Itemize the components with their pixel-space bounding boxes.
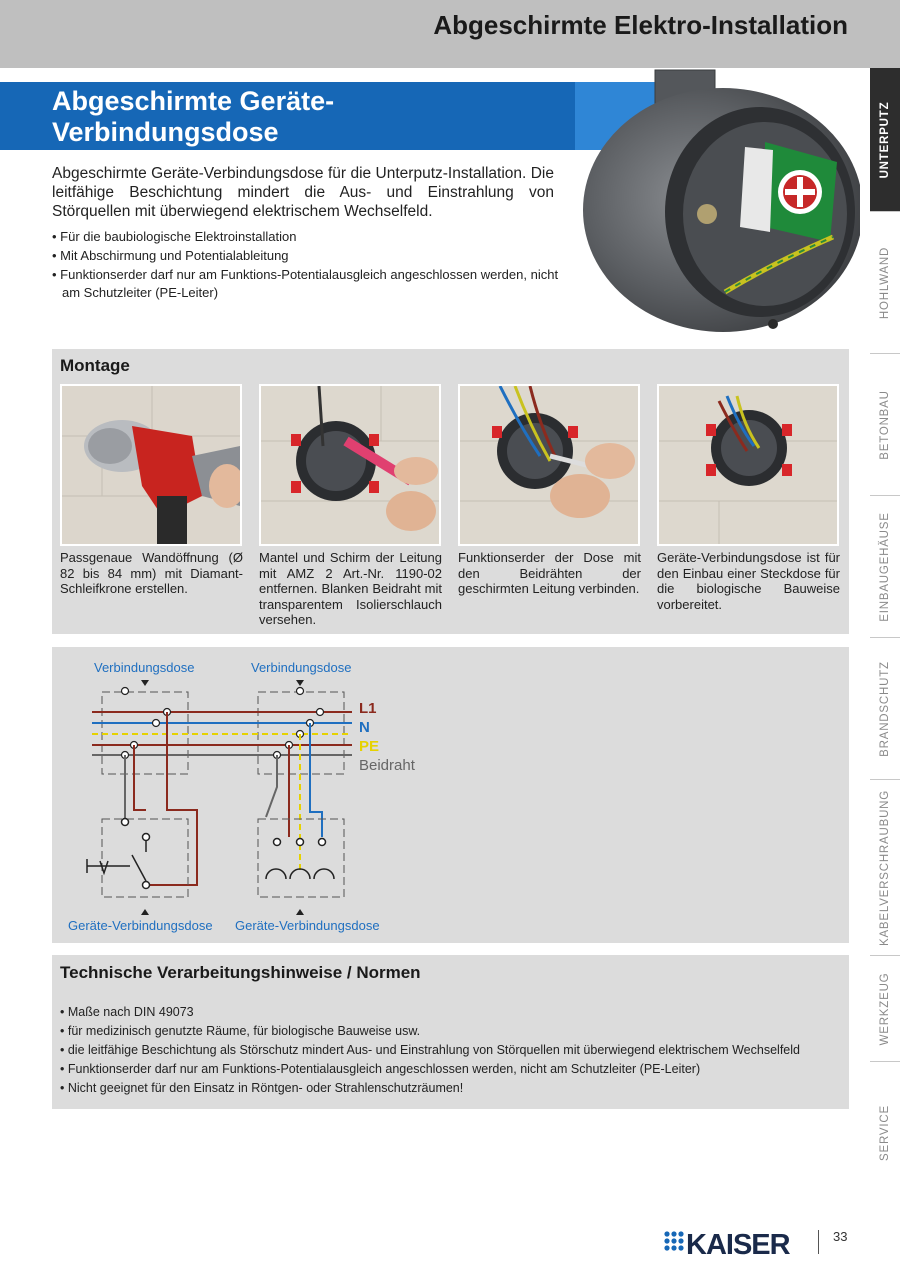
page-number: 33 bbox=[833, 1229, 848, 1244]
technik-item: • Nicht geeignet für den Einsatz in Röntgen- oder Strahlenschutzräumen! bbox=[60, 1079, 850, 1098]
kaiser-logo bbox=[663, 1228, 803, 1258]
feature-item: • Funktionserder darf nur am Funktions-Potentialausgleich angeschlossen werden, nicht am Schutzleiter (PE-Leiter) bbox=[52, 266, 562, 301]
sidebar-item-label: BRANDSCHUTZ bbox=[879, 660, 891, 757]
top-label-left: Verbindungsdose bbox=[94, 660, 195, 675]
technik-item: • für medizinisch genutzte Räume, für biologische Bauweise usw. bbox=[60, 1022, 850, 1041]
sidebar-item-hohlwand[interactable] bbox=[870, 211, 900, 353]
step-photo-3 bbox=[458, 384, 640, 546]
sidebar-item-label: BETONBAU bbox=[879, 389, 891, 460]
sidebar-item-kabelverschraubung[interactable] bbox=[870, 779, 900, 955]
arrow-up-icon bbox=[296, 909, 304, 915]
bottom-label-left: Geräte-Verbindungsdose bbox=[68, 918, 213, 933]
page-title-line1: Abgeschirmte Geräte- bbox=[52, 86, 335, 116]
step-photo-1 bbox=[60, 384, 242, 546]
arrow-down-icon bbox=[296, 680, 304, 686]
technik-item: • Maße nach DIN 49073 bbox=[60, 1003, 850, 1022]
intro-text: Abgeschirmte Geräte-Verbindungsdose für die Unterputz-Installation. Die leitfähige Beschichtung mindert die Aus- und Einstrahlung von Störquellen mit überwiegend elektrischem Wechselfeld. bbox=[52, 165, 554, 220]
montage-panel bbox=[52, 349, 849, 634]
sidebar-item-betonbau[interactable] bbox=[870, 353, 900, 495]
product-image bbox=[575, 62, 860, 340]
wiring-diagram-panel bbox=[52, 647, 849, 943]
sidebar-item-label: WERKZEUG bbox=[879, 972, 891, 1045]
technik-panel bbox=[52, 955, 849, 1109]
sidebar-item-label: SERVICE bbox=[879, 1104, 891, 1161]
technik-heading: Technische Verarbeitungshinweise / Normen bbox=[60, 963, 421, 982]
sidebar-item-label: UNTERPUTZ bbox=[879, 101, 891, 178]
feature-item: • Mit Abschirmung und Potentialableitung bbox=[52, 247, 562, 265]
sidebar-item-service[interactable] bbox=[870, 1061, 900, 1203]
montage-heading: Montage bbox=[60, 356, 130, 375]
step-photo-4 bbox=[657, 384, 839, 546]
arrow-up-icon bbox=[141, 909, 149, 915]
sidebar-item-einbaugehaeuse[interactable] bbox=[870, 495, 900, 637]
legend-beidraht: Beidraht bbox=[359, 757, 415, 774]
top-label-right: Verbindungsdose bbox=[251, 660, 352, 675]
header-tab bbox=[870, 0, 900, 68]
sidebar-item-label: HOHLWAND bbox=[879, 246, 891, 319]
step-text-4: Geräte-Verbindungsdose ist für den Einbau einer Steckdose für die biologische Bauweise vorbereitet. bbox=[657, 550, 840, 612]
feature-list bbox=[52, 228, 562, 303]
step-text-2: Mantel und Schirm der Leitung mit AMZ 2 Art.-Nr. 1190-02 entfernen. Blanken Beidraht mit transparentem Isolierschlauch versehen. bbox=[259, 550, 442, 627]
sidebar-item-werkzeug[interactable] bbox=[870, 955, 900, 1061]
technik-item: • Funktionserder darf nur am Funktions-Potentialausgleich angeschlossen werden, nicht am Schutzleiter (PE-Leiter) bbox=[60, 1060, 850, 1079]
sidebar-item-brandschutz[interactable] bbox=[870, 637, 900, 779]
arrow-down-icon bbox=[141, 680, 149, 686]
feature-item: • Für die baubiologische Elektroinstallation bbox=[52, 228, 562, 246]
legend-l1: L1 bbox=[359, 700, 377, 717]
footer-divider bbox=[818, 1230, 819, 1254]
step-text-3: Funktionserder der Dose mit den Beidrähten der geschirmten Leitung verbinden. bbox=[458, 550, 641, 596]
legend-pe: PE bbox=[359, 738, 380, 755]
sidebar-item-label: EINBAUGEHÄUSE bbox=[879, 511, 891, 622]
technik-list bbox=[60, 1003, 850, 1098]
switch-icon bbox=[87, 819, 150, 889]
brand-name: KAISER bbox=[686, 1229, 790, 1258]
wiring-diagram bbox=[52, 647, 849, 943]
page-title bbox=[52, 86, 552, 148]
header-bar bbox=[0, 0, 870, 68]
step-text-1: Passgenaue Wandöffnung (Ø 82 bis 84 mm) mit Diamant-Schleifkrone erstellen. bbox=[60, 550, 243, 596]
page-title-line2: Verbindungsdose bbox=[52, 117, 279, 147]
technik-item: • die leitfähige Beschichtung als Störschutz mindert Aus- und Einstrahlung von Störquellen mit überwiegend elektrischem Wechselfeld bbox=[60, 1041, 850, 1060]
header-title: Abgeschirmte Elektro-Installation bbox=[433, 10, 848, 40]
step-photo-2 bbox=[259, 384, 441, 546]
category-sidebar bbox=[870, 68, 900, 1218]
sidebar-item-unterputz[interactable] bbox=[870, 68, 900, 211]
legend-n: N bbox=[359, 719, 370, 736]
bottom-label-right: Geräte-Verbindungsdose bbox=[235, 918, 380, 933]
sidebar-item-label: KABELVERSCHRAUBUNG bbox=[879, 789, 891, 946]
